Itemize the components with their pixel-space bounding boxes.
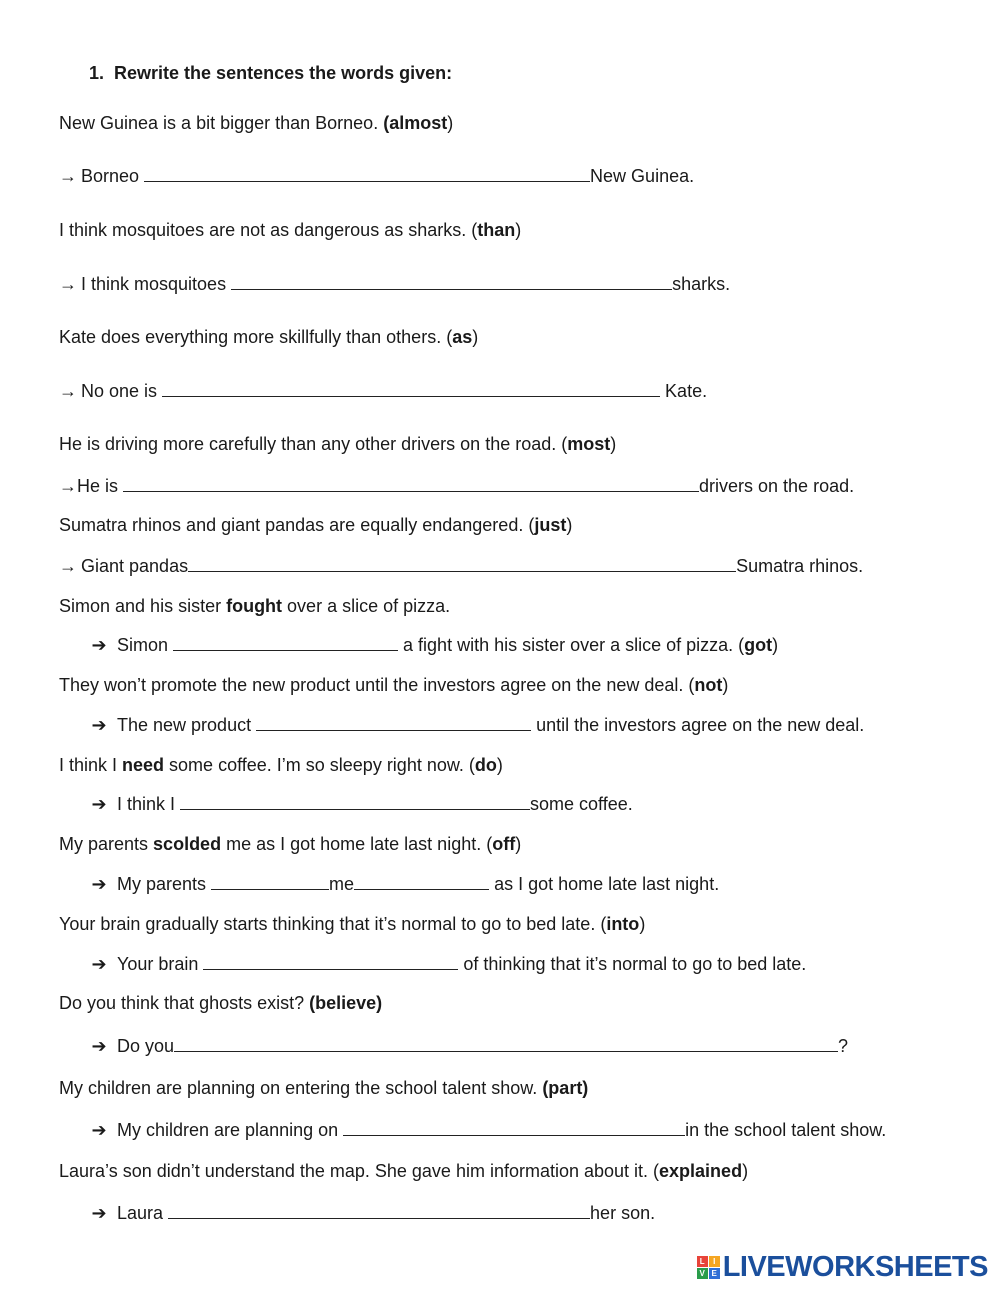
logo-text: LIVEWORKSHEETS <box>722 1250 988 1283</box>
logo-mark-icon: L I V E <box>697 1256 720 1279</box>
answer-blank[interactable] <box>256 715 531 731</box>
arrow-right-icon: ➔ <box>91 715 107 735</box>
answer-blank[interactable] <box>174 1036 838 1052</box>
arrow-right-icon: ➔ <box>91 1120 107 1140</box>
answer-blank[interactable] <box>168 1203 590 1219</box>
answer-blank[interactable] <box>188 556 736 572</box>
answer-blank[interactable] <box>203 954 458 970</box>
heading-text: Rewrite the sentences the words given: <box>114 63 453 83</box>
arrow-right-icon: ➔ <box>91 874 107 894</box>
answer-8: ➔ I think I some coffee. <box>89 793 633 815</box>
arrow-right-icon: ➔ <box>91 635 107 655</box>
answer-2: → I think mosquitoes sharks. <box>59 274 731 294</box>
arrow-icon: → <box>59 476 77 496</box>
heading-number: 1. <box>89 63 105 83</box>
answer-blank[interactable] <box>211 874 329 890</box>
answer-12: ➔ My children are planning on in the school talent show. <box>89 1119 886 1141</box>
question-5: Sumatra rhinos and giant pandas are equally endangered. (just) <box>59 515 573 535</box>
question-13: Laura’s son didn’t understand the map. She gave him information about it. (explained) <box>59 1161 749 1181</box>
arrow-right-icon: ➔ <box>91 794 107 814</box>
answer-4: →He is drivers on the road. <box>59 476 855 496</box>
answer-3: → No one is Kate. <box>59 381 708 401</box>
question-1: New Guinea is a bit bigger than Borneo. (almost) <box>59 113 454 133</box>
question-9: My parents scolded me as I got home late last night. (off) <box>59 834 522 854</box>
question-10: Your brain gradually starts thinking that it’s normal to go to bed late. (into) <box>59 914 646 934</box>
answer-5: → Giant pandas Sumatra rhinos. <box>59 556 864 576</box>
answer-6: ➔ Simon a fight with his sister over a slice of pizza. (got) <box>89 634 778 656</box>
arrow-icon: → <box>59 381 77 401</box>
answer-blank[interactable] <box>162 381 660 397</box>
arrow-right-icon: ➔ <box>91 1036 107 1056</box>
answer-13: ➔ Laura her son. <box>89 1202 655 1224</box>
arrow-right-icon: ➔ <box>91 1203 107 1223</box>
answer-blank[interactable] <box>123 476 699 492</box>
question-8: I think I need some coffee. I’m so sleepy right now. (do) <box>59 755 503 775</box>
answer-blank[interactable] <box>343 1120 685 1136</box>
answer-9: ➔ My parents me as I got home late last night. <box>89 873 719 895</box>
question-11: Do you think that ghosts exist? (believe) <box>59 993 383 1013</box>
liveworksheets-logo <box>697 1252 988 1282</box>
answer-10: ➔ Your brain of thinking that it’s normal to go to bed late. <box>89 953 806 975</box>
arrow-icon: → <box>59 166 77 186</box>
answer-blank[interactable] <box>144 166 590 182</box>
question-3: Kate does everything more skillfully than others. (as) <box>59 327 479 347</box>
answer-blank[interactable] <box>180 794 530 810</box>
answer-blank[interactable] <box>173 635 398 651</box>
question-6: Simon and his sister fought over a slice of pizza. <box>59 596 451 616</box>
arrow-right-icon: ➔ <box>91 954 107 974</box>
answer-11: ➔ Do you ? <box>89 1035 848 1057</box>
question-12: My children are planning on entering the school talent show. (part) <box>59 1078 589 1098</box>
answer-7: ➔ The new product until the investors agree on the new deal. <box>89 714 864 736</box>
answer-blank[interactable] <box>231 274 672 290</box>
answer-blank[interactable] <box>354 874 489 890</box>
answer-1: → Borneo New Guinea. <box>59 166 695 186</box>
question-7: They won’t promote the new product until the investors agree on the new deal. (not) <box>59 675 729 695</box>
question-4: He is driving more carefully than any other drivers on the road. (most) <box>59 434 617 454</box>
arrow-icon: → <box>59 274 77 294</box>
arrow-icon: → <box>59 556 77 576</box>
question-2: I think mosquitoes are not as dangerous as sharks. (than) <box>59 220 522 240</box>
exercise-heading <box>89 62 452 84</box>
